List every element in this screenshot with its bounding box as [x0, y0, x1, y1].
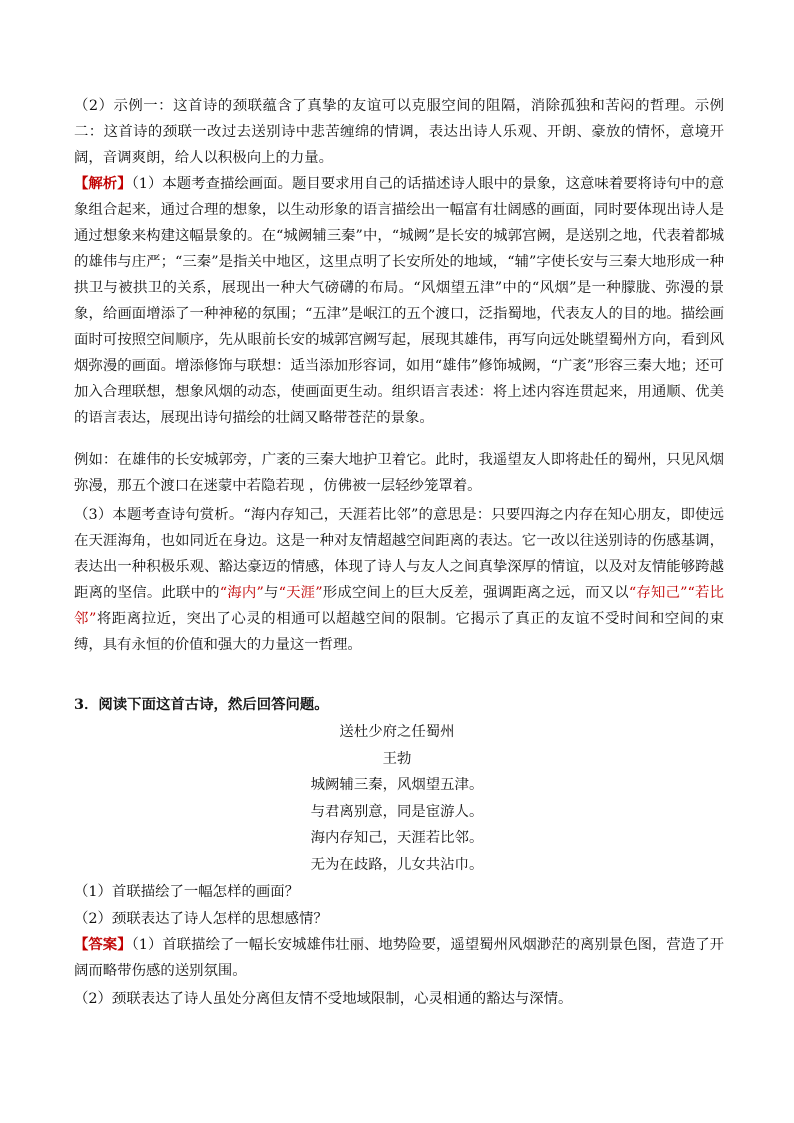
analysis-example: 例如：在雄伟的长安城郭旁，广袤的三秦大地护卫着它。此时，我遥望友人即将赴任的蜀州，只见风烟弥漫，那五个渡口在迷蒙中若隐若现 ，仿佛被一层轻纱笼罩着。 [74, 452, 724, 494]
highlight-hainei: “海内” [219, 585, 264, 601]
answer-1-text: （1）首联描绘了一幅长安城雄伟壮丽、地势险要，遥望蜀州风烟渺茫的离别景色图，营造了开阔而略带伤感的送别氛围。 [74, 937, 724, 979]
poem-line: 无为在歧路，儿女共沾巾。 [310, 856, 484, 873]
answer-1 [74, 932, 724, 984]
conj-yu: 与 [263, 585, 279, 601]
analysis-part1-text: （1）本题考查描绘画面。题目要求用自己的话描述诗人眼中的景象，这意味着要将诗句中的意象组合起来，通过合理的想象，以生动形象的语言描绘出一幅富有壮阔感的画面，同时要体现出诗人是通过想象来构建这幅景象的。在“城阙辅三秦”中，“城阙”是长安的城郭宫阙，是送别之地，代表着都城的雄伟与庄严；“三秦”是指关中地区，这里点明了长安所处的地域，“辅”字使长安与三秦大地形成一种拱卫与被拱卫的关系，展现出一种大气磅礴的布局。“风烟望五津”中的“风烟”是一种朦胧、弥漫的景象，给画面增添了一种神秘的氛围；“五津”是岷江的五个渡口，泛指蜀地，代表友人的目的地。描绘画面时可按照空间顺序，先从眼前长安的城郭宫阙写起，展现其雄伟，再写向远处眺望蜀州方向，看到风烟弥漫的画面。增添修饰与联想：适当添加形容词，如用“雄伟”修饰城阙，“广袤”形容三秦大地；还可加入合理联想，想象风烟的动态，使画面更生动。组织语言表述：将上述内容连贯起来，用通顺、优美的语言表达，展现出诗句描绘的壮阔又略带苍茫的景象。 [74, 176, 724, 426]
highlight-ruobilin: “若比邻” [74, 585, 724, 627]
analysis-part3-c: 将距离拉近，突出了心灵的相通可以超越空间的限制。它揭示了真正的友谊不受时间和空间的束缚，具有永恒的价值和强大的力量这一哲理。 [74, 611, 724, 653]
poem-line: 海内存知己，天涯若比邻。 [310, 830, 484, 846]
poem-author: 王勃 [382, 750, 412, 767]
highlight-cunzhiji: “存知己” [628, 585, 688, 601]
analysis-part1 [74, 171, 724, 431]
analysis-part3-b: 形成空间上的巨大反差，强调距离之远，而又以 [322, 585, 629, 601]
answer-2: （2）颈联表达了诗人虽处分离但友情不受地域限制，心灵相通的豁达与深情。 [74, 991, 573, 1007]
poem-line: 与君离别意，同是宦游人。 [310, 803, 484, 820]
analysis-part3-a: （3）本题考查诗句赏析。“海内存知己，天涯若比邻”的意思是：只要四海之内存在知心朋友，即使远在天涯海角，也如同近在身边。这是一种对友情超越空间距离的表达。它一改以往送别诗的伤感基调，表达出一种积极乐观、豁达豪迈的情感，体现了诗人与友人之间真挚深厚的情谊，以及对友情能够跨越距离的坚信。此联中的 [74, 507, 724, 601]
answer-part2: （2）示例一：这首诗的颈联蕴含了真挚的友谊可以克服空间的阻隔，消除孤独和苦闷的哲理。示例二：这首诗的颈联一改过去送别诗中悲苦缠绵的情调，表达出诗人乐观、开朗、豪放的情怀，意境开阔，音调爽朗，给人以积极向上的力量。 [74, 98, 724, 166]
poem-block [0, 719, 794, 878]
analysis-part3 [74, 502, 724, 658]
answer-tag: 【答案】 [74, 936, 132, 953]
sub-question-2: （2）颈联表达了诗人怎样的思想感情？ [74, 911, 328, 927]
poem-line: 城阙辅三秦，风烟望五津。 [310, 777, 484, 793]
analysis-tag: 【解析】 [74, 175, 132, 192]
question3-heading: 3．阅读下面这首古诗，然后回答问题。 [74, 696, 329, 713]
highlight-tianya: “天涯” [278, 585, 323, 601]
sub-question-1: （1）首联描绘了一幅怎样的画面？ [74, 884, 300, 900]
poem-title: 送杜少府之任蜀州 [339, 724, 455, 740]
